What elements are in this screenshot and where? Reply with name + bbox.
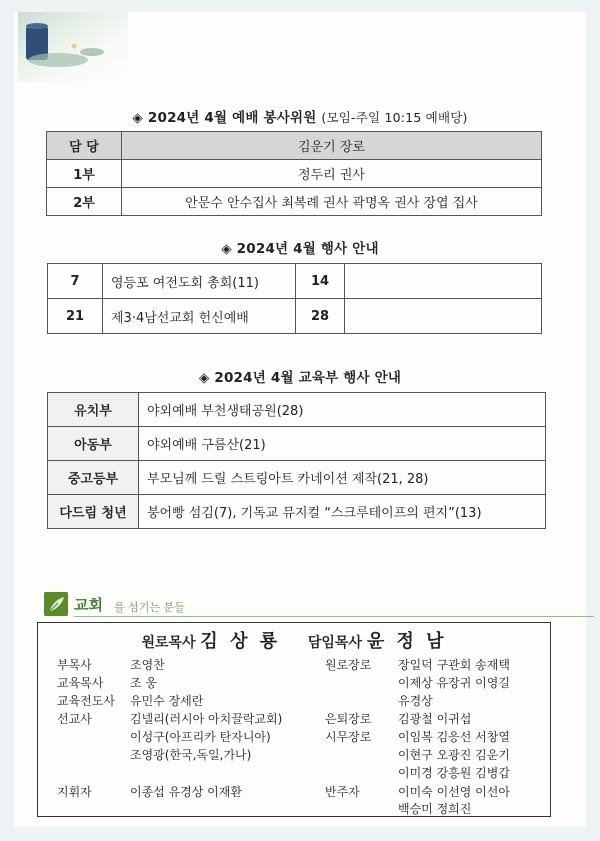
header-label: 담 당 — [47, 132, 122, 160]
staff-role-label: 원로장로 — [325, 658, 372, 672]
event-desc: 영등포 여전도회 총회(11) — [103, 264, 296, 299]
department-name: 아동부 — [48, 427, 139, 461]
education-table — [47, 392, 546, 529]
staff-title: 교회 — [74, 596, 103, 614]
staff-role-label: 부목사 — [57, 658, 92, 672]
table-row — [47, 160, 542, 188]
department-event: 부모님께 드릴 스트링아트 카네이션 제작(21, 28) — [139, 461, 546, 495]
staff-names: 이성구(아프리카 탄자니아) — [130, 730, 271, 744]
table-row — [48, 393, 546, 427]
event-date: 7 — [48, 264, 103, 299]
candle-flower-decoration — [18, 12, 128, 82]
table-row — [47, 132, 542, 160]
divider — [74, 616, 594, 617]
emeritus-pastor-name: 김 상 룡 — [200, 631, 281, 652]
service-label: 2부 — [47, 188, 122, 216]
header-value: 김운기 장로 — [122, 132, 542, 160]
department-name: 중고등부 — [48, 461, 139, 495]
staff-role-label: 선교사 — [57, 712, 92, 726]
senior-pastor-label: 담임목사 — [307, 635, 362, 651]
event-desc — [345, 299, 542, 334]
worship-section-title — [0, 106, 600, 126]
table-row — [48, 427, 546, 461]
staff-names: 조 웅 — [130, 676, 157, 690]
worship-volunteer-table — [46, 131, 542, 216]
leaf-icon — [44, 592, 68, 616]
service-label: 1부 — [47, 160, 122, 188]
service-volunteers: 정두리 권사 — [122, 160, 542, 188]
staff-names: 이미숙 이선영 이선아 — [398, 785, 510, 799]
staff-names: 조영찬 — [130, 658, 165, 672]
staff-names: 이미경 강흥원 김병갑 — [398, 766, 510, 780]
service-volunteers: 안문수 안수집사 최복례 권사 곽명옥 권사 장엽 집사 — [122, 188, 542, 216]
staff-role-label: 교육전도사 — [57, 694, 115, 708]
staff-names: 김넬리(러시아 아치끌락교회) — [130, 712, 283, 726]
department-name: 다드림 청년 — [48, 495, 139, 529]
table-row — [48, 495, 546, 529]
table-row — [48, 264, 542, 299]
events-section-title: ◈ 2024년 4월 행사 안내 — [221, 241, 379, 257]
staff-names: 김광철 이귀섭 — [398, 712, 472, 726]
staff-role-label: 교육목사 — [57, 676, 104, 690]
staff-names: 이임복 김응선 서창열 — [398, 730, 510, 744]
event-desc: 제3·4남선교회 헌신예배 — [103, 299, 296, 334]
staff-names: 이종섭 유경상 이재환 — [130, 785, 242, 799]
staff-heading — [44, 592, 244, 622]
staff-names: 장일덕 구관회 송재택 — [398, 658, 510, 672]
department-event: 붕어빵 섬김(7), 기독교 뮤지컬 “스크루테이프의 편지”(13) — [139, 495, 546, 529]
staff-subtitle: 를 섬기는 분들 — [114, 601, 185, 614]
education-section-title: ◈ 2024년 4월 교육부 행사 안내 — [198, 370, 402, 386]
department-event: 야외예배 부천생태공원(28) — [139, 393, 546, 427]
pastors-line — [38, 627, 550, 653]
worship-note: (모임-주일 10:15 예배당) — [321, 110, 468, 125]
emeritus-pastor-label: 원로목사 — [141, 635, 196, 651]
event-date: 21 — [48, 299, 103, 334]
event-desc — [345, 264, 542, 299]
event-date: 14 — [296, 264, 345, 299]
staff-names: 이제상 유장귀 이영길 — [398, 676, 510, 690]
staff-names: 이현구 오광진 김운기 — [398, 748, 510, 762]
worship-title: ◈ 2024년 4월 예배 봉사위원 — [132, 110, 317, 126]
staff-names: 백승미 정희진 — [398, 802, 472, 816]
staff-role-label: 시무장로 — [325, 730, 372, 744]
table-row — [48, 461, 546, 495]
staff-role-label: 은퇴장로 — [325, 712, 372, 726]
staff-role-label: 지휘자 — [57, 785, 92, 799]
department-name: 유치부 — [48, 393, 139, 427]
staff-names: 유경상 — [398, 694, 433, 708]
event-date: 28 — [296, 299, 345, 334]
staff-names: 유민수 장세란 — [130, 694, 204, 708]
department-event: 야외예배 구름산(21) — [139, 427, 546, 461]
senior-pastor-name: 윤 정 남 — [366, 631, 447, 652]
staff-names: 조영광(한국,독일,가나) — [130, 748, 252, 762]
staff-role-label: 반주자 — [325, 785, 360, 799]
staff-box — [37, 622, 551, 817]
table-row — [48, 299, 542, 334]
events-table — [47, 263, 542, 334]
table-row — [47, 188, 542, 216]
